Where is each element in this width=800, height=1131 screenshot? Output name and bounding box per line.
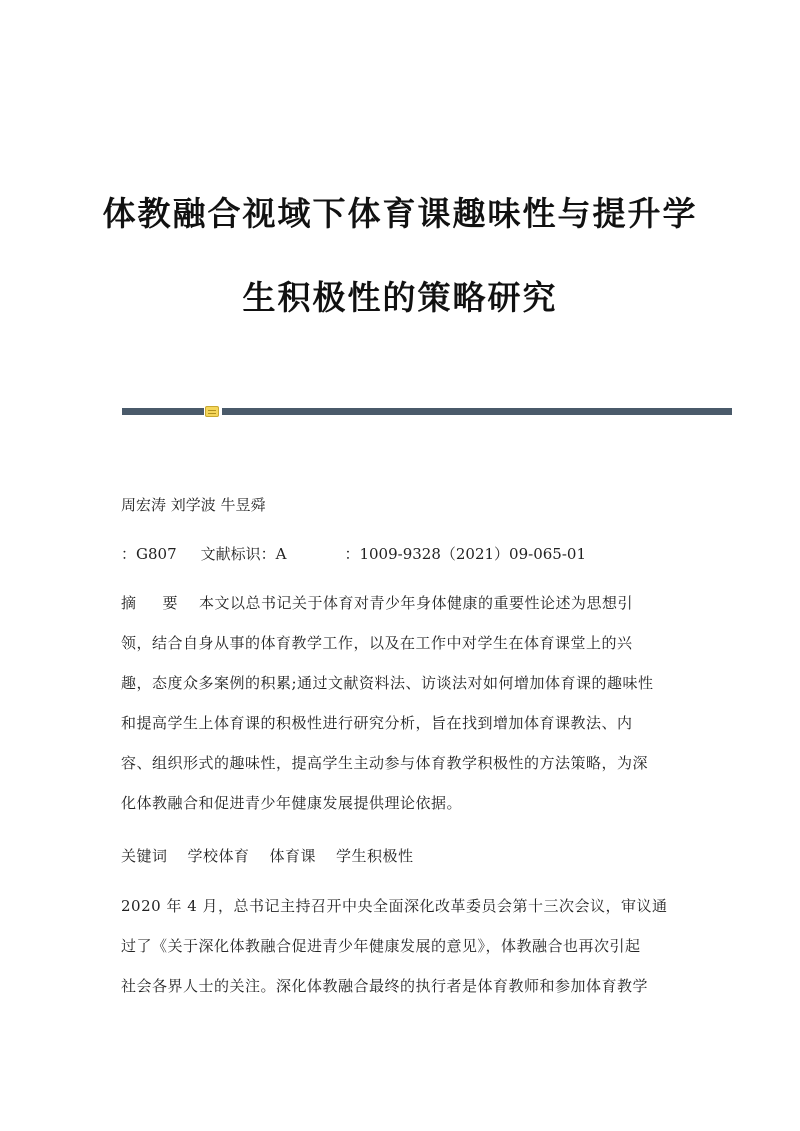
keywords	[121, 845, 414, 866]
paper-title-line-1: 体教融合视域下体育课趣味性与提升学	[102, 194, 698, 233]
document-identifier: 文献标识：A	[200, 545, 287, 563]
body-line: 过了《关于深化体教融合促进青少年健康发展的意见》，体教融合也再次引起	[121, 937, 641, 955]
issn-number: ：1009-9328（2021）09-065-01	[344, 545, 586, 563]
keyword-item: 体育课	[269, 847, 317, 865]
abstract-line: 化体教融合和促进青少年健康发展提供理论依据。	[121, 794, 463, 812]
document-icon	[205, 406, 219, 417]
title-divider-left	[122, 408, 204, 415]
abstract-line	[121, 592, 633, 613]
authors: 周宏涛 刘学波 牛昱舜	[121, 496, 266, 514]
paper-title-line-2: 生积极性的策略研究	[242, 278, 558, 317]
keyword-item: 学生积极性	[336, 847, 414, 865]
abstract-line: 领，结合自身从事的体育教学工作，以及在工作中对学生在体育课堂上的兴	[121, 634, 633, 652]
abstract-line: 和提高学生上体育课的积极性进行研究分析，旨在找到增加体育课教法、内	[121, 714, 633, 732]
keywords-label: 关键词	[121, 847, 168, 865]
body-line: 2020 年 4 月，总书记主持召开中央全面深化改革委员会第十三次会议，审议通	[121, 897, 668, 915]
abstract-text: 本文以总书记关于体育对青少年身体健康的重要性论述为思想引	[199, 594, 634, 612]
abstract-label: 摘 要	[121, 594, 179, 612]
classification-meta	[121, 543, 586, 564]
abstract-line: 趣，态度众多案例的积累;通过文献资料法、访谈法对如何增加体育课的趣味性	[121, 674, 654, 692]
body-line: 社会各界人士的关注。深化体教融合最终的执行者是体育教师和参加体育教学	[121, 977, 649, 995]
abstract-line: 容、组织形式的趣味性，提高学生主动参与体育教学积极性的方法策略，为深	[121, 754, 649, 772]
keyword-item: 学校体育	[187, 847, 250, 865]
title-divider-right	[222, 408, 732, 415]
classification-code: ：G807	[121, 545, 177, 563]
